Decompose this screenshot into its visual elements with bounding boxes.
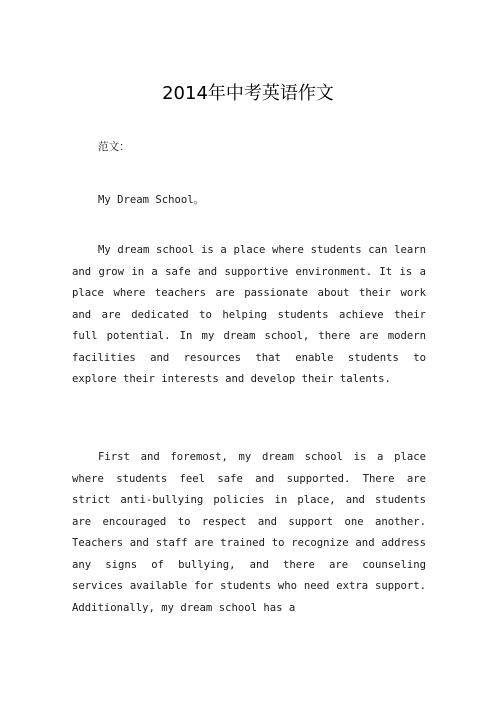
- paragraph-2-text: First and foremost, my dream school is a place where students feel safe and supported. There are strict anti-bullying policies in place, and students are encouraged to respect and support one another. Teachers and staff are trained to recognize and address any signs of bullying, and there are counseling services available for students who need extra support. Additionally, my dream school has a: [72, 451, 426, 614]
- paragraph-1-text: My dream school is a place where students can learn and grow in a safe and supportive environment. It is a place where teachers are passionate about their work and are dedicated to helping students achieve their full potential. In my dream school, there are modern facilities and resources that enable students to explore their interests and develop their talents.: [72, 244, 426, 385]
- essay-title-text: My Dream School。: [98, 194, 205, 206]
- paragraph-1: [72, 240, 426, 391]
- sample-label-text: 范文：: [98, 141, 130, 153]
- document-title: 2014年中考英语作文: [162, 83, 334, 104]
- paragraph-2: [72, 447, 426, 619]
- essay-title: [72, 190, 426, 212]
- sample-label: [72, 137, 426, 159]
